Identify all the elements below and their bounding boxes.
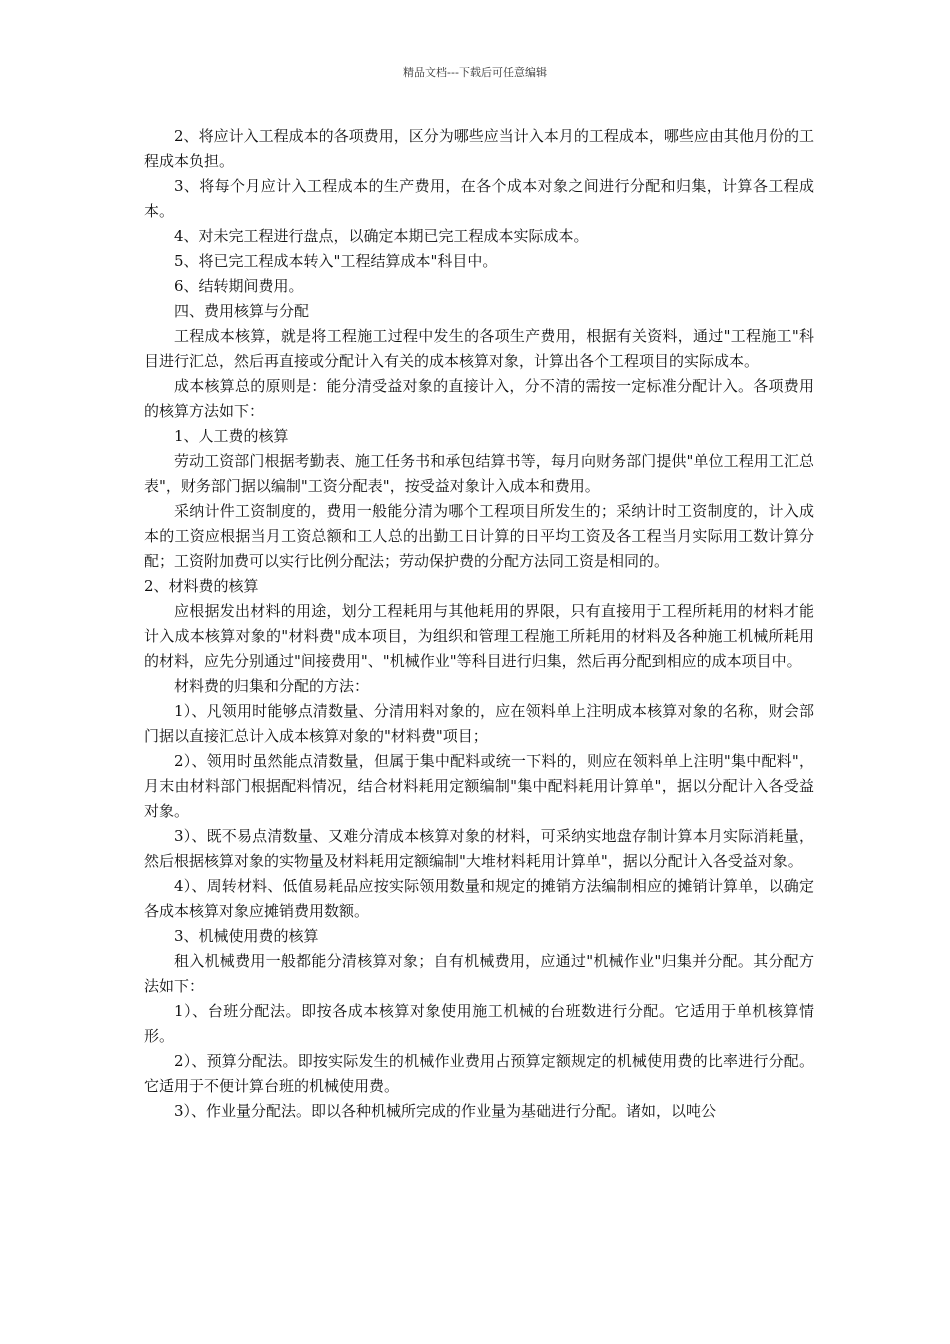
paragraph: 3、机械使用费的核算	[174, 927, 319, 945]
paragraph: 成本核算总的原则是：能分清受益对象的直接计入，分不清的需按一定标准分配计入。各项费用的核算方法如下：	[144, 377, 814, 420]
paragraph: 2）、预算分配法。即按实际发生的机械作业费用占预算定额规定的机械使用费的比率进行分配。它适用于不便计算台班的机械使用费。	[144, 1052, 814, 1095]
paragraph: 2、材料费的核算	[144, 577, 259, 595]
paragraph: 3）、既不易点清数量、又难分清成本核算对象的材料，可采纳实地盘存制计算本月实际消耗量，然后根据核算对象的实物量及材料耗用定额编制"大堆材料耗用计算单"，据以分配计入各受益对象。	[144, 827, 814, 870]
paragraph: 四、费用核算与分配	[174, 302, 310, 320]
document-body	[144, 124, 814, 1124]
paragraph: 工程成本核算，就是将工程施工过程中发生的各项生产费用，根据有关资料，通过"工程施工"科目进行汇总，然后再直接或分配计入有关的成本核算对象，计算出各个工程项目的实际成本。	[144, 327, 814, 370]
paragraph: 1）、台班分配法。即按各成本核算对象使用施工机械的台班数进行分配。它适用于单机核算情形。	[144, 1002, 814, 1045]
page-header: 精品文档---下载后可任意编辑	[403, 66, 547, 79]
paragraph: 5、将已完工程成本转入"工程结算成本"科目中。	[174, 252, 498, 270]
paragraph: 租入机械费用一般都能分清核算对象；自有机械费用，应通过"机械作业"归集并分配。其分配方法如下：	[144, 952, 814, 995]
paragraph: 6、结转期间费用。	[174, 277, 304, 295]
paragraph: 3、将每个月应计入工程成本的生产费用，在各个成本对象之间进行分配和归集，计算各工程成本。	[144, 177, 814, 220]
paragraph: 1、人工费的核算	[174, 427, 289, 445]
paragraph: 2）、领用时虽然能点清数量，但属于集中配料或统一下料的，则应在领料单上注明"集中配料"，月末由材料部门根据配料情况，结合材料耗用定额编制"集中配料耗用计算单"，据以分配计入各受益对象。	[144, 752, 814, 820]
paragraph: 材料费的归集和分配的方法：	[174, 677, 370, 695]
paragraph: 采纳计件工资制度的，费用一般能分清为哪个工程项目所发生的；采纳计时工资制度的，计入成本的工资应根据当月工资总额和工人总的出勤工日计算的日平均工资及各工程当月实际用工数计算分配；工资附加费可以实行比例分配法；劳动保护费的分配方法同工资是相同的。	[144, 502, 814, 570]
paragraph: 2、将应计入工程成本的各项费用，区分为哪些应当计入本月的工程成本，哪些应由其他月份的工程成本负担。	[144, 127, 814, 170]
paragraph: 4、对未完工程进行盘点，以确定本期已完工程成本实际成本。	[174, 227, 589, 245]
paragraph: 4）、周转材料、低值易耗品应按实际领用数量和规定的摊销方法编制相应的摊销计算单，以确定各成本核算对象应摊销费用数额。	[144, 877, 814, 920]
paragraph: 劳动工资部门根据考勤表、施工任务书和承包结算书等，每月向财务部门提供"单位工程用工汇总表"，财务部门据以编制"工资分配表"，按受益对象计入成本和费用。	[144, 452, 814, 495]
paragraph: 3）、作业量分配法。即以各种机械所完成的作业量为基础进行分配。诸如，以吨公	[174, 1102, 717, 1120]
paragraph: 应根据发出材料的用途，划分工程耗用与其他耗用的界限，只有直接用于工程所耗用的材料才能计入成本核算对象的"材料费"成本项目，为组织和管理工程施工所耗用的材料及各种施工机械所耗用的材料，应先分别通过"间接费用"、"机械作业"等科目进行归集，然后再分配到相应的成本项目中。	[144, 602, 814, 670]
paragraph: 1）、凡领用时能够点清数量、分清用料对象的，应在领料单上注明成本核算对象的名称，财会部门据以直接汇总计入成本核算对象的"材料费"项目；	[144, 702, 814, 745]
